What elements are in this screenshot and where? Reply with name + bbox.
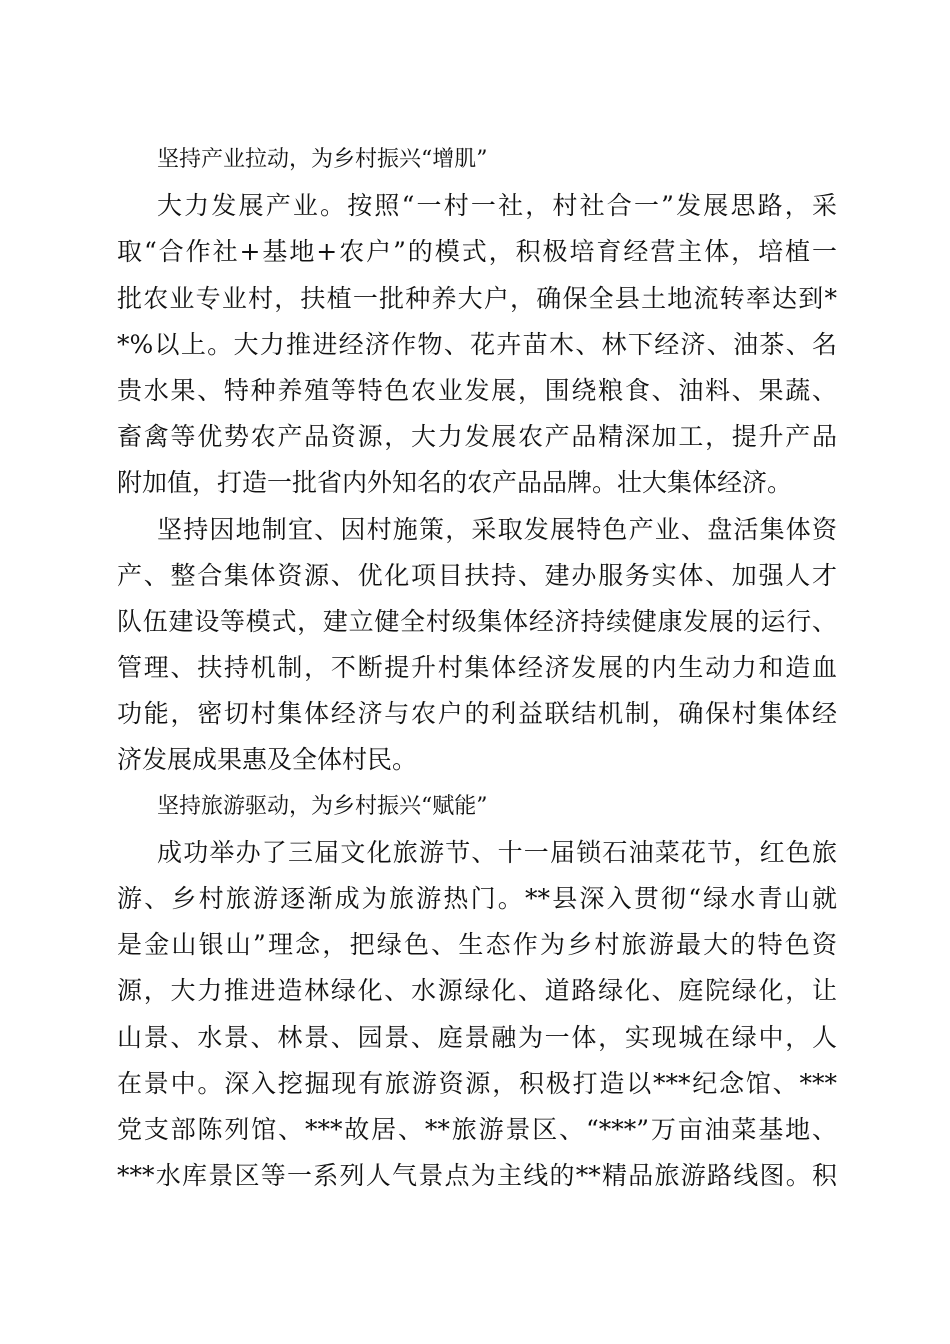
section-heading: 坚持产业拉动，为乡村振兴“增肌”	[157, 147, 488, 172]
paragraph-line: 济发展成果惠及全体村民。	[117, 745, 418, 775]
paragraph-line: 取“合作社+基地+农户”的模式，积极培育经营主体，培植一	[117, 237, 837, 267]
section-heading: 坚持旅游驱动，为乡村振兴“赋能”	[157, 793, 488, 819]
paragraph-line: 功能，密切村集体经济与农户的利益联结机制，确保村集体经	[117, 699, 837, 729]
paragraph-line: 队伍建设等模式，建立健全村级集体经济持续健康发展的运行、	[117, 606, 837, 636]
paragraph-line: 贵水果、特种养殖等特色农业发展，围绕粮食、油料、果蔬、	[117, 375, 837, 405]
paragraph-line: 源，大力推进造林绿化、水源绿化、道路绿化、庭院绿化，让	[117, 976, 837, 1006]
paragraph-line: 游、乡村旅游逐渐成为旅游热门。**县深入贯彻“绿水青山就	[117, 884, 837, 913]
paragraph-line: *%以上。大力推进经济作物、花卉苗木、林下经济、油茶、名	[117, 329, 837, 359]
paragraph-line: 是金山银山”理念，把绿色、生态作为乡村旅游最大的特色资	[117, 930, 837, 960]
paragraph-line: 畜禽等优势农产品资源，大力发展农产品精深加工，提升产品	[117, 422, 837, 452]
paragraph-line: ***水库景区等一系列人气景点为主线的**精品旅游路线图。积	[117, 1161, 837, 1191]
paragraph-line: 管理、扶持机制，不断提升村集体经济发展的内生动力和造血	[117, 653, 837, 683]
paragraph-line: 批农业专业村，扶植一批种养大户，确保全县土地流转率达到*	[117, 283, 837, 313]
paragraph-line: 成功举办了三届文化旅游节、十一届锁石油菜花节，红色旅	[157, 837, 837, 867]
paragraph-line: 党支部陈列馆、***故居、**旅游景区、“***”万亩油菜基地、	[117, 1114, 837, 1144]
paragraph-line: 坚持因地制宜、因村施策，采取发展特色产业、盘活集体资	[157, 514, 837, 544]
document-body	[117, 137, 837, 1199]
paragraph-line: 大力发展产业。按照“一村一社，村社合一”发展思路，采	[157, 191, 837, 221]
paragraph-line: 产、整合集体资源、优化项目扶持、建办服务实体、加强人才	[117, 560, 837, 590]
paragraph-line: 在景中。深入挖掘现有旅游资源，积极打造以***纪念馆、***	[117, 1068, 837, 1098]
paragraph-line: 附加值，打造一批省内外知名的农产品品牌。壮大集体经济。	[117, 468, 793, 498]
paragraph-line: 山景、水景、林景、园景、庭景融为一体，实现城在绿中，人	[117, 1022, 837, 1052]
